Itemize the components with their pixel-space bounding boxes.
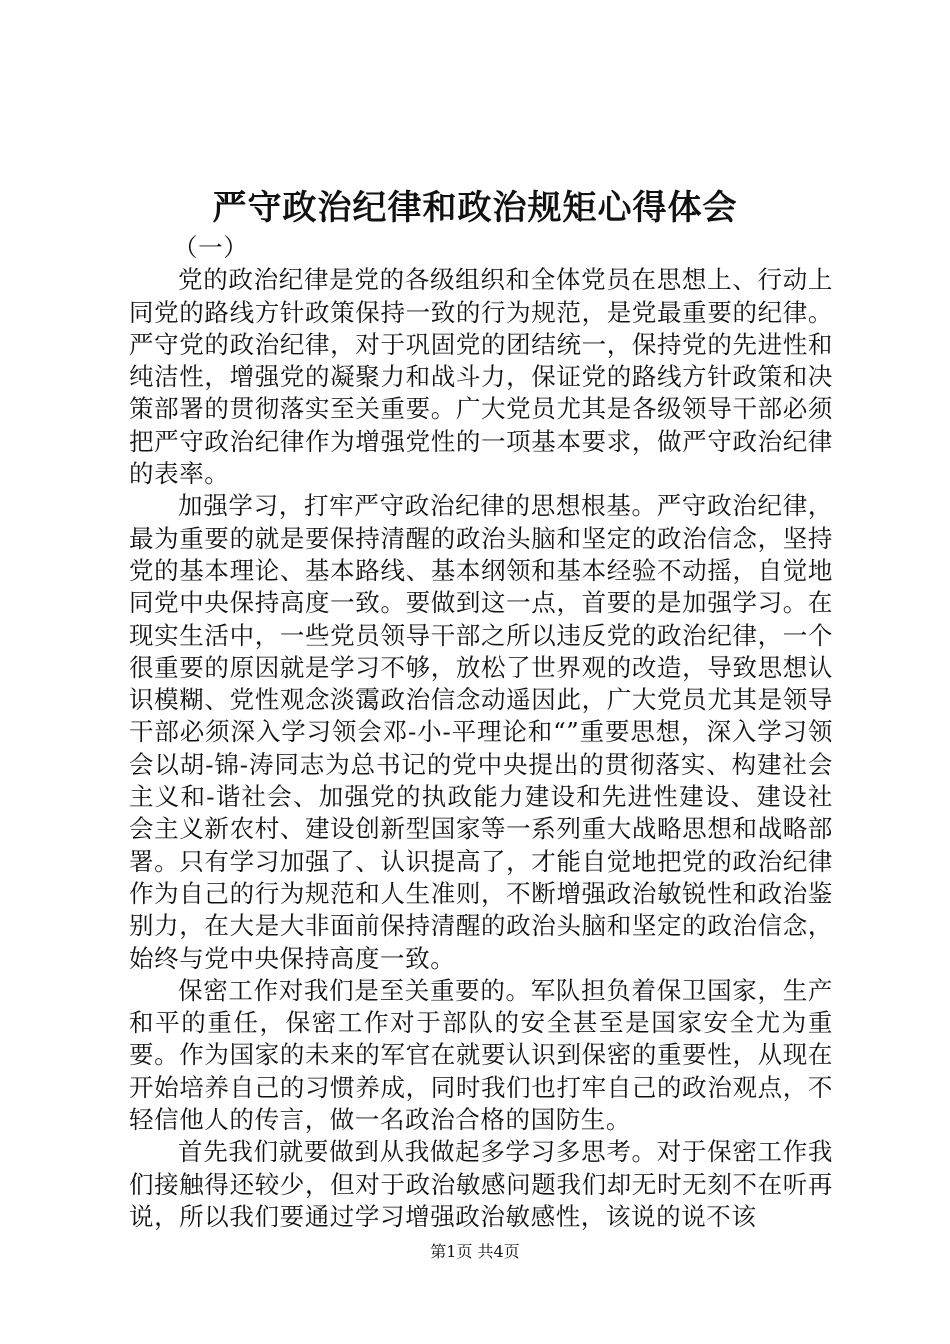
paragraph-1: 党的政治纪律是党的各级组织和全体党员在思想上、行动上同党的路线方针政策保持一致的行为规范，是党最重要的纪律。严守党的政治纪律，对于巩固党的团结统一，保持党的先进性和纯洁性，增强党的凝聚力和战斗力，保证党的路线方针政策和决策部署的贯彻落实至关重要。广大党员尤其是各级领导干部必须把严守政治纪律作为增强党性的一项基本要求，做严守政治纪律的表率。 [129,265,833,489]
paragraph-3: 保密工作对我们是至关重要的。军队担负着保卫国家，生产和平的重任，保密工作对于部队的安全甚至是国家安全尤为重要。作为国家的未来的军官在就要认识到保密的重要性，从现在开始培养自己的习惯养成，同时我们也打牢自己的政治观点，不轻信他人的传言，做一名政治合格的国防生。 [129,975,833,1135]
document-body [129,232,833,1233]
section-marker: （一） [173,233,249,262]
paragraph-2: 加强学习，打牢严守政治纪律的思想根基。严守政治纪律，最为重要的就是要保持清醒的政治头脑和坚定的政治信念，坚持党的基本理论、基本路线、基本纲领和基本经验不动摇，自觉地同党中央保持高度一致。要做到这一点，首要的是加强学习。在现实生活中，一些党员领导干部之所以违反党的政治纪律，一个很重要的原因就是学习不够，放松了世界观的改造，导致思想认识模糊、党性观念淡霭政治信念动遥因此，广大党员尤其是领导干部必须深入学习领会邓-小-平理论和“”重要思想，深入学习领会以胡-锦-涛同志为总书记的党中央提出的贯彻落实、构建社会主义和-谐社会、加强党的执政能力建设和先进性建设、建设社会主义新农村、建设创新型国家等一系列重大战略思想和战略部署。只有学习加强了、认识提高了，才能自觉地把党的政治纪律作为自己的行为规范和人生准则，不断增强政治敏锐性和政治鉴别力，在大是大非面前保持清醒的政治头脑和坚定的政治信念，始终与党中央保持高度一致。 [129,491,833,973]
paragraph-4: 首先我们就要做到从我做起多学习多思考。对于保密工作我们接触得还较少，但对于政治敏感问题我们却无时无刻不在听再说，所以我们要通过学习增强政治敏感性，该说的说不该 [129,1137,833,1231]
page-footer: 第1页 共4页 [430,1242,520,1261]
document-title: 严守政治纪律和政治规矩心得体会 [212,188,738,228]
